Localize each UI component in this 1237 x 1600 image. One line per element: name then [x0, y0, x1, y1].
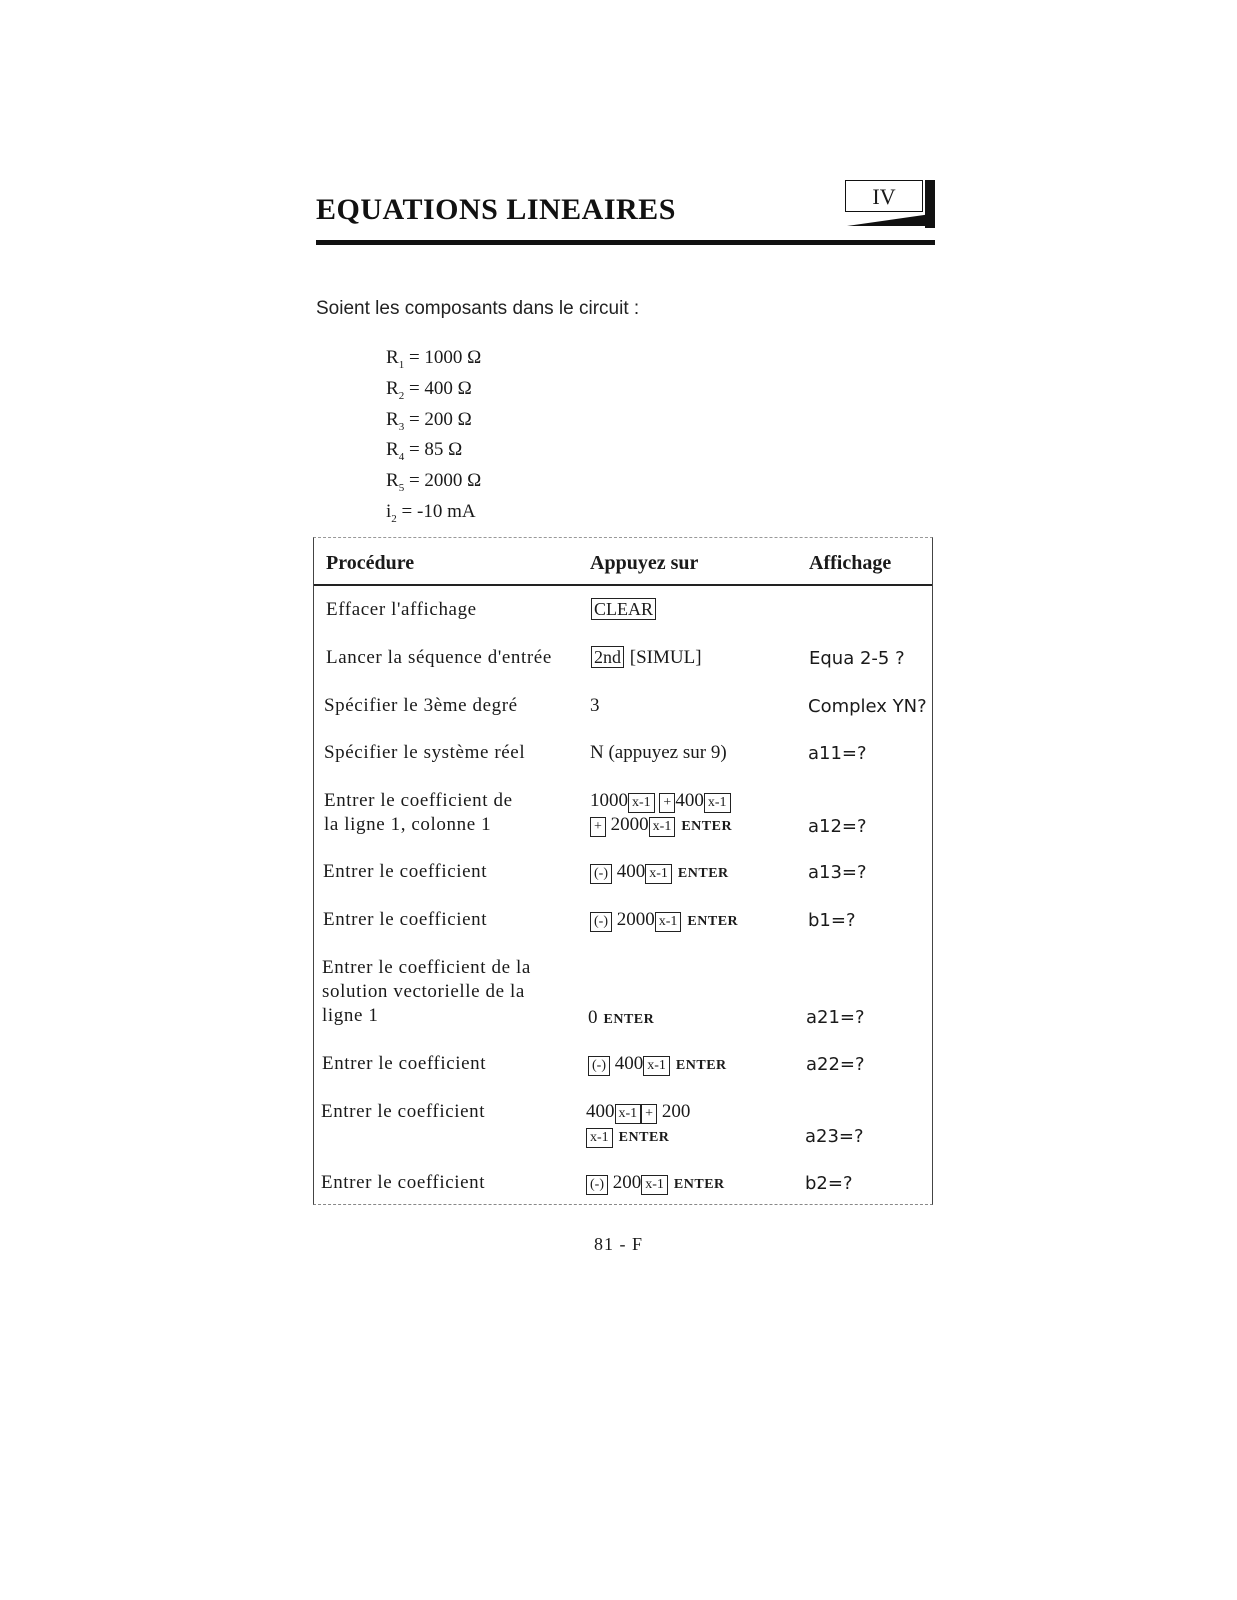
- inv-key: x-1: [649, 817, 676, 837]
- header-display: Affichage: [809, 552, 892, 574]
- inv-key: x-1: [586, 1128, 613, 1148]
- row-3-keys: N (appuyez sur 9): [590, 742, 727, 763]
- row-6-procedure: Entrer le coefficient: [323, 909, 488, 930]
- procedure-table: [313, 537, 933, 1205]
- inv-key: x-1: [645, 864, 672, 884]
- row-3-procedure: Spécifier le système réel: [324, 742, 526, 763]
- row-0-procedure: Effacer l'affichage: [326, 599, 477, 620]
- enter-key: ENTER: [681, 819, 733, 834]
- row-9-procedure: Entrer le coefficient: [321, 1101, 486, 1122]
- row-4-procedure: Entrer le coefficient de: [324, 790, 513, 811]
- row-7-procedure-cont2: ligne 1: [322, 1005, 379, 1026]
- intro-text: Soient les composants dans le circuit :: [316, 298, 640, 319]
- row-6-display: b1=?: [808, 910, 856, 931]
- enter-key: ENTER: [603, 1012, 655, 1027]
- row-5-keys: (-) 400 x-1 ENTER: [590, 860, 729, 886]
- row-0-keys: [590, 598, 657, 622]
- second-key: 2nd: [591, 646, 624, 668]
- chapter-label: IV: [845, 180, 923, 212]
- plus-key: +: [590, 817, 606, 837]
- row-2-keys: 3: [590, 695, 600, 716]
- row-2-procedure: Spécifier le 3ème degré: [324, 695, 518, 716]
- row-9-keys-line1: 400 x-1 + 200: [586, 1101, 691, 1122]
- plus-key: +: [659, 793, 675, 813]
- row-6-keys: (-) 2000 x-1 ENTER: [590, 908, 738, 934]
- header-procedure: Procédure: [326, 552, 415, 574]
- row-8-display: a22=?: [806, 1054, 865, 1075]
- plus-key: +: [641, 1104, 657, 1124]
- neg-key: (-): [590, 912, 612, 932]
- row-10-display: b2=?: [805, 1173, 853, 1194]
- clear-key: CLEAR: [591, 598, 656, 620]
- row-7-procedure-cont: solution vectorielle de la: [322, 981, 525, 1002]
- row-10-keys: (-) 200 x-1 ENTER: [586, 1171, 725, 1197]
- row-8-procedure: Entrer le coefficient: [322, 1053, 487, 1074]
- row-3-display: a11=?: [808, 743, 867, 764]
- component-r3: $R_3 = 200$ Ω: [386, 408, 472, 433]
- title-rule: [316, 240, 935, 245]
- row-7-keys: 0 ENTER: [588, 1007, 655, 1028]
- inv-key: x-1: [704, 793, 731, 813]
- row-9-display: a23=?: [805, 1126, 864, 1147]
- row-4-display: a12=?: [808, 816, 867, 837]
- header-rule: [314, 584, 932, 586]
- component-i2: $i_2 = -10$ mA: [386, 500, 476, 525]
- neg-key: (-): [590, 864, 612, 884]
- component-list: [386, 346, 481, 531]
- header-keys: Appuyez sur: [590, 552, 699, 574]
- row-7-procedure: Entrer le coefficient de la: [322, 957, 531, 978]
- row-10-procedure: Entrer le coefficient: [321, 1172, 486, 1193]
- row-1-procedure: Lancer la séquence d'entrée: [326, 647, 552, 668]
- inv-key: x-1: [655, 912, 682, 932]
- row-4-procedure-cont: la ligne 1, colonne 1: [324, 814, 492, 835]
- simul-key: [SIMUL]: [629, 647, 702, 668]
- inv-key: x-1: [615, 1104, 642, 1124]
- row-5-procedure: Entrer le coefficient: [323, 861, 488, 882]
- enter-key: ENTER: [675, 1058, 727, 1073]
- neg-key: (-): [588, 1056, 610, 1076]
- page-number: 81 - F: [594, 1234, 644, 1254]
- inv-key: x-1: [641, 1175, 668, 1195]
- inv-key: x-1: [643, 1056, 670, 1076]
- component-r1: $R_1 = 1000$ Ω: [386, 347, 482, 371]
- enter-key: ENTER: [677, 866, 729, 881]
- component-r4: $R_4 = 85$ Ω: [386, 439, 463, 464]
- row-1-display: Equa 2-5 ?: [809, 648, 905, 669]
- chapter-tab: [845, 180, 935, 228]
- row-8-keys: (-) 400 x-1 ENTER: [588, 1052, 727, 1078]
- enter-key: ENTER: [618, 1130, 670, 1145]
- row-1-keys: [590, 646, 702, 670]
- row-9-keys-line2: [586, 1124, 669, 1150]
- neg-key: (-): [586, 1175, 608, 1195]
- inv-key: x-1: [628, 793, 655, 813]
- row-4-keys-line1: 1000 x-1 + 400 x-1: [590, 789, 731, 813]
- enter-key: ENTER: [673, 1177, 725, 1192]
- row-4-keys-line2: + 2000 x-1 ENTER: [590, 813, 732, 839]
- component-r2: $R_2 = 400$ Ω: [386, 377, 472, 402]
- page-title: EQUATIONS LINEAIRES: [316, 193, 676, 226]
- tab-foot: [847, 214, 931, 226]
- component-r5: $R_5 = 2000$ Ω: [386, 470, 482, 494]
- row-7-display: a21=?: [806, 1007, 865, 1028]
- row-2-display: Complex YN?: [808, 696, 927, 717]
- enter-key: ENTER: [687, 914, 739, 929]
- row-5-display: a13=?: [808, 862, 867, 883]
